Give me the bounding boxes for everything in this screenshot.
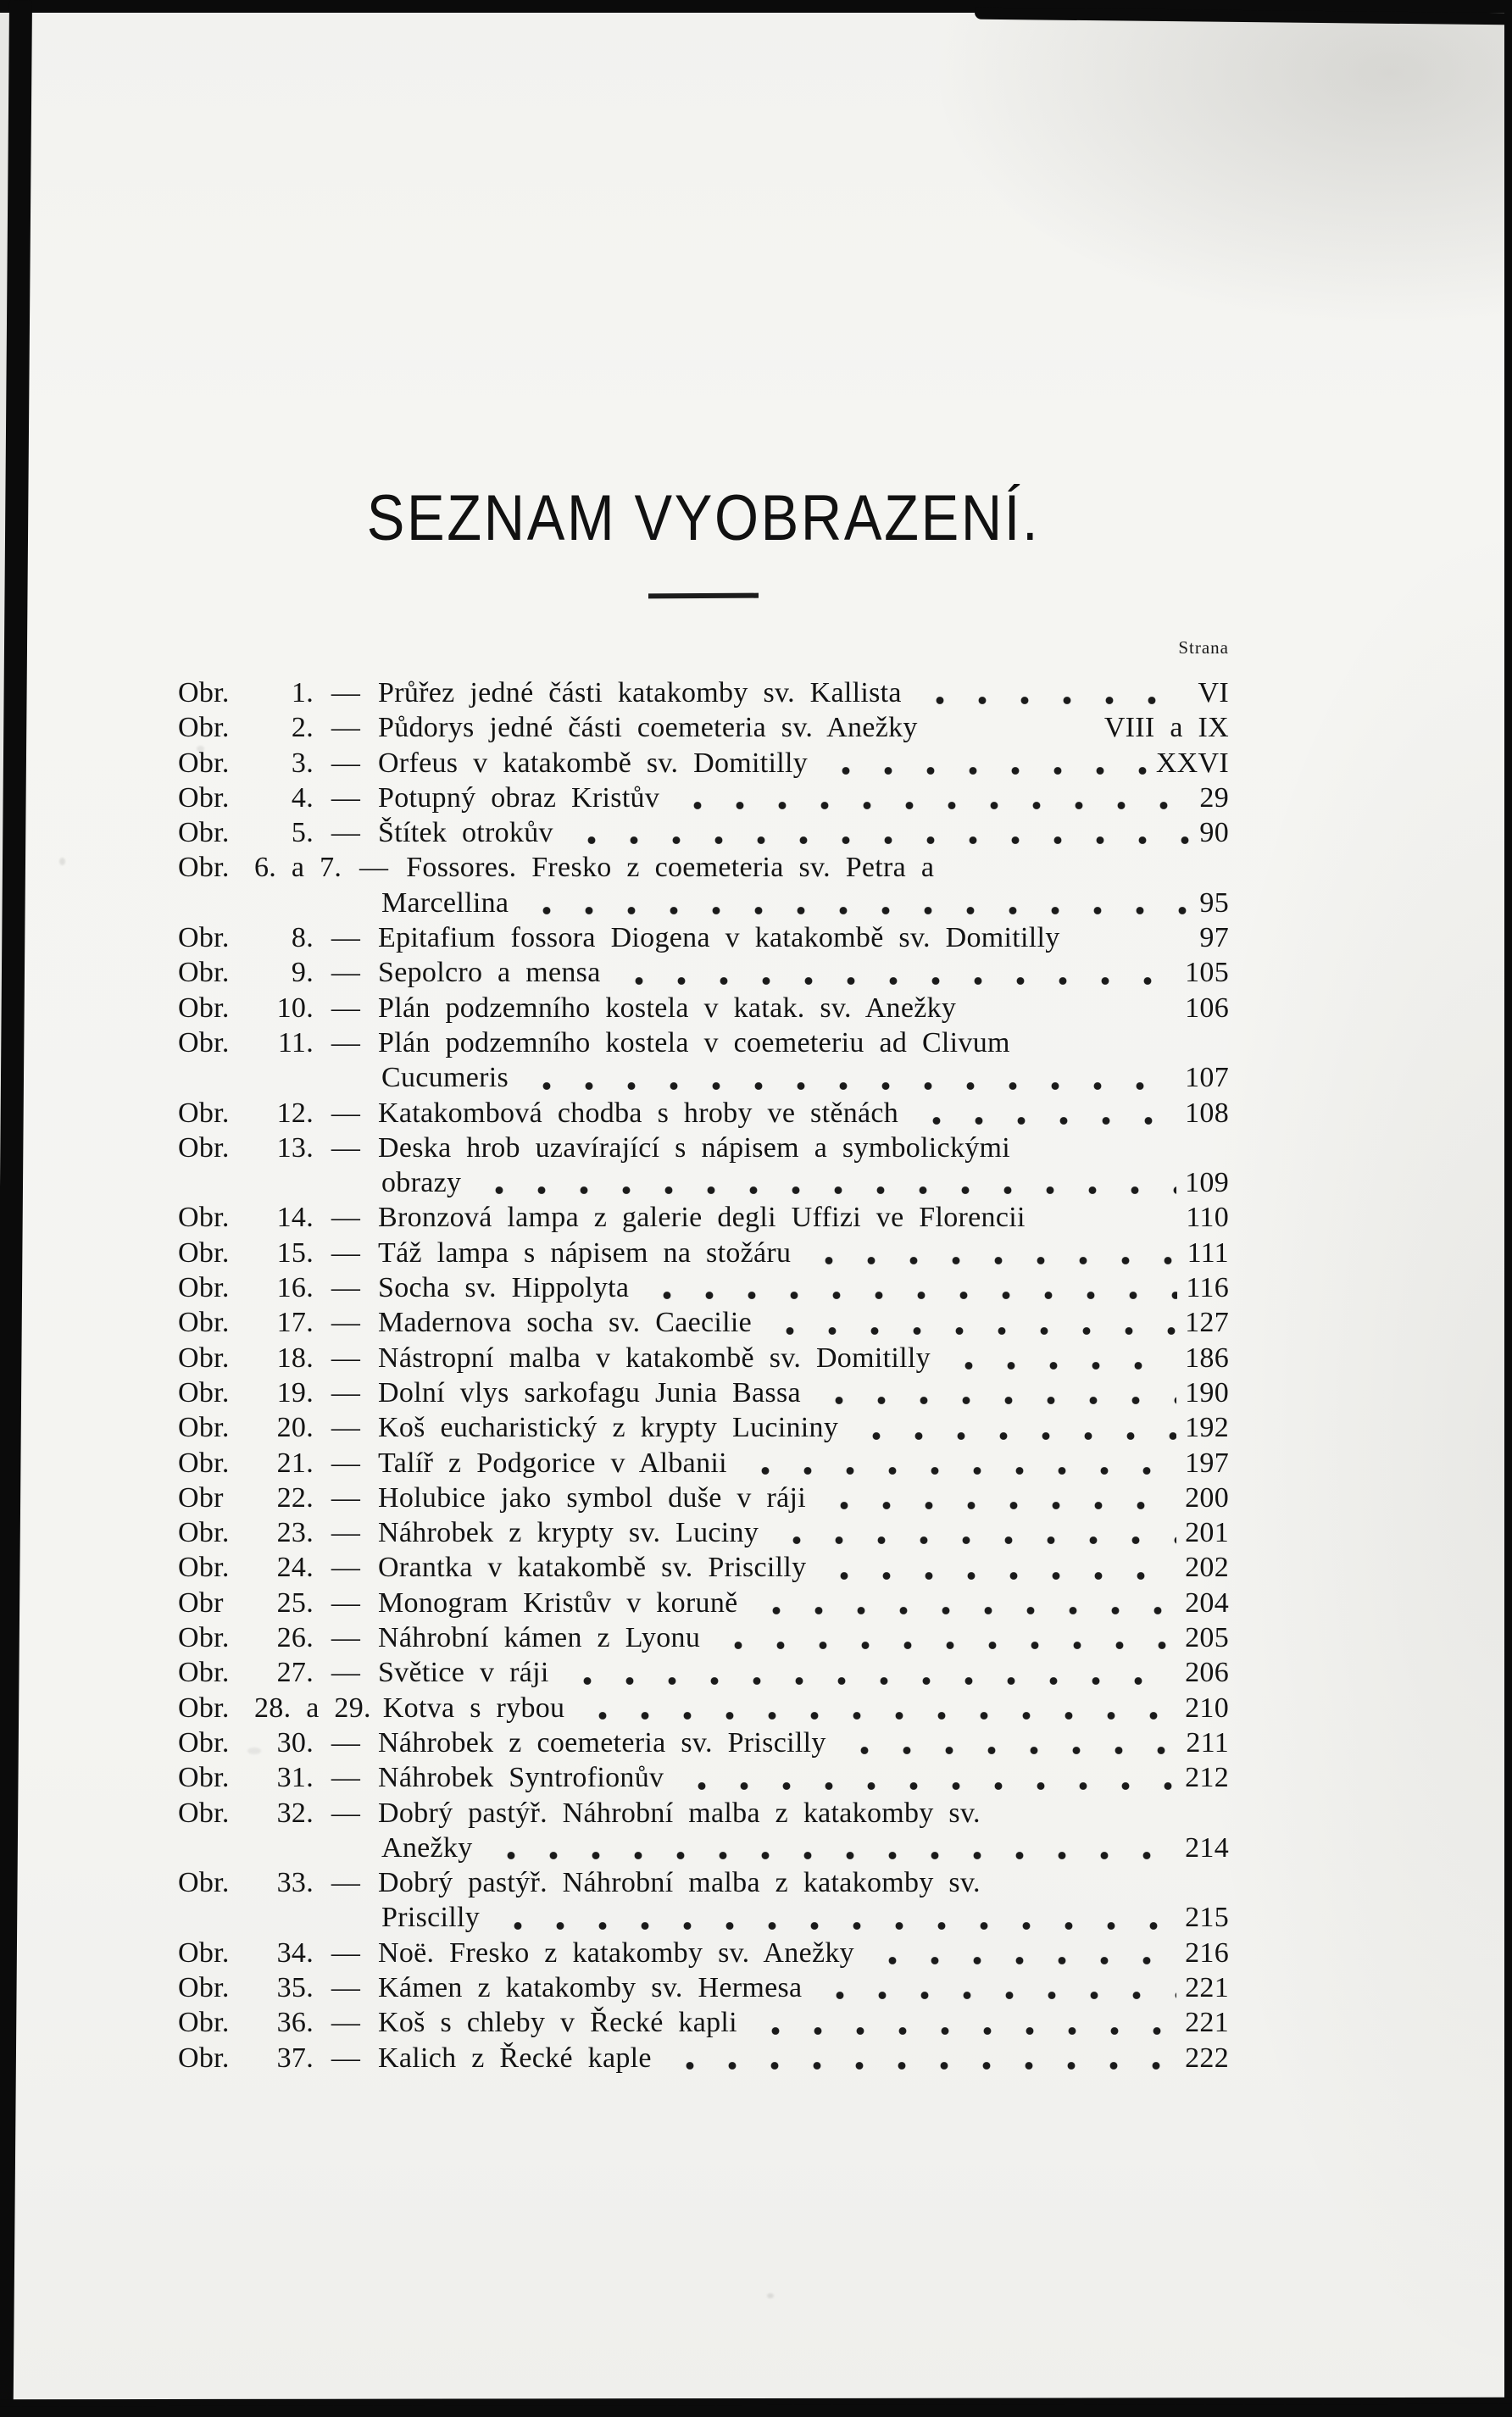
list-item: [178, 1691, 1229, 1725]
list-item-caption: Štítek otrokův: [378, 817, 553, 849]
list-item-number: 27.: [276, 1657, 314, 1689]
list-item: [178, 781, 1229, 815]
list-item: [178, 1446, 1229, 1481]
list-item: [178, 1725, 1229, 1760]
list-item-caption: Nástropní malba v katakombě sv. Domitilly: [378, 1342, 931, 1374]
list-item-number: 32.: [276, 1797, 314, 1829]
list-item-obr-label: Obr.: [178, 747, 230, 779]
list-item-obr-label: Obr.: [178, 2007, 230, 2039]
dot-leader: [818, 1481, 1176, 1515]
list-item-obr-label: Obr: [178, 1481, 224, 1514]
list-item-number: 36.: [276, 2007, 314, 2039]
list-item-number: 8.: [291, 922, 314, 954]
list-item-page-number: VIII a IX: [1103, 712, 1229, 744]
list-item-caption: Priscilly: [381, 1902, 481, 1934]
list-item: [178, 675, 1229, 710]
list-item-caption: Půdorys jedné části coemeteria sv. Anežky: [378, 712, 918, 744]
list-item-obr-label: Obr.: [178, 1552, 230, 1584]
list-item-dash: —: [331, 1412, 361, 1444]
list-item-obr-label: Obr.: [178, 992, 230, 1024]
list-item: [178, 1131, 1229, 1165]
list-item-number: 20.: [276, 1412, 314, 1444]
list-item-caption: Náhrobek z krypty sv. Luciny: [378, 1517, 759, 1549]
list-item-caption: Koš eucharistický z krypty Lucininy: [378, 1412, 839, 1444]
list-item-obr-label: Obr.: [178, 712, 230, 744]
dot-leader: [930, 710, 1096, 745]
list-item-page-number: 111: [1187, 1236, 1229, 1269]
list-item-page-number: 95: [1199, 886, 1229, 919]
list-item-dash: —: [331, 1552, 361, 1584]
list-item-obr-label: Obr.: [178, 852, 230, 884]
list-item-dash: —: [331, 1342, 361, 1374]
list-item-caption: Průřez jedné části katakomby sv. Kallista: [378, 677, 902, 708]
list-item-obr-label: Obr.: [178, 1202, 230, 1234]
list-item-number: 9.: [291, 957, 314, 989]
list-item-obr-label: Obr.: [178, 1692, 230, 1724]
list-item-caption: Potupný obraz Kristův: [378, 781, 660, 814]
list-item-dash: —: [331, 1726, 361, 1759]
list-item-caption: Katakombová chodba s hroby ve stěnách: [378, 1097, 899, 1129]
dot-leader: [814, 1970, 1176, 2005]
list-item-obr-label: Obr.: [178, 1867, 230, 1899]
dot-leader: [712, 1620, 1176, 1655]
list-item-page-number: 105: [1185, 957, 1229, 989]
list-item-obr-label: Obr.: [178, 781, 230, 814]
list-item-page-number: 90: [1199, 817, 1229, 849]
list-item-number: 35.: [276, 1971, 314, 2003]
list-item-caption: Bronzová lampa z galerie degli Uffizi ve Florencii: [378, 1202, 1026, 1234]
dot-leader: [675, 1760, 1176, 1795]
list-item-caption: Orantka v katakombě sv. Priscilly: [378, 1552, 807, 1584]
list-item-caption: Kámen z katakomby sv. Hermesa: [378, 1971, 803, 2003]
dot-leader: [576, 1691, 1176, 1725]
dot-leader: [671, 781, 1191, 815]
dot-leader: [561, 1655, 1177, 1690]
list-item-number: 23.: [276, 1517, 314, 1549]
list-item-caption: Kalich z Řecké kaple: [378, 2042, 652, 2074]
list-item-page-number: 211: [1186, 1726, 1229, 1759]
dot-leader: [749, 2005, 1176, 2040]
list-item-dash: —: [331, 1272, 361, 1304]
list-item-dash: —: [331, 1376, 361, 1409]
list-item-dash: —: [331, 1762, 361, 1794]
list-item-obr-label: Obr.: [178, 1272, 230, 1304]
list-item-obr-label: Obr.: [178, 1622, 230, 1654]
list-item-caption: Cucumeris: [381, 1062, 509, 1094]
list-item-number: 34.: [276, 1936, 314, 1969]
list-item-page-number: 29: [1199, 781, 1229, 814]
list-item-caption: Talíř z Podgorice v Albanii: [378, 1447, 727, 1479]
list-item-caption: Kotva s rybou: [382, 1692, 565, 1724]
list-item-obr-label: Obr.: [178, 1307, 230, 1339]
list-item-number: 22.: [276, 1481, 314, 1514]
list-item-dash: —: [331, 1481, 361, 1514]
list-item-dash: —: [331, 2007, 361, 2039]
list-item-number: 2.: [291, 712, 314, 744]
dot-leader: [565, 815, 1192, 850]
list-item: [178, 1410, 1229, 1445]
list-item-number: 17.: [276, 1307, 314, 1339]
list-item-dash: —: [331, 1202, 361, 1234]
list-item-caption: Táž lampa s nápisem na stožáru: [378, 1236, 792, 1269]
list-item: [178, 886, 1229, 920]
list-item-page-number: 210: [1185, 1692, 1229, 1724]
list-item-caption: Orfeus v katakombě sv. Domitilly: [378, 747, 809, 779]
list-item-obr-label: Obr.: [178, 1097, 230, 1129]
list-item: [178, 1620, 1229, 1655]
dot-leader: [946, 850, 1220, 885]
list-item-page-number: 110: [1186, 1202, 1229, 1234]
list-item-number: 14.: [276, 1202, 314, 1234]
list-item-obr-label: Obr.: [178, 2042, 230, 2074]
dot-leader: [820, 746, 1148, 781]
list-item: [178, 1655, 1229, 1690]
list-item-number: 4.: [291, 781, 314, 814]
list-item: [178, 2005, 1229, 2040]
dot-leader: [1022, 1131, 1220, 1165]
list-item: [178, 1200, 1229, 1235]
list-item-dash: —: [331, 1447, 361, 1479]
list-item-page-number: 197: [1185, 1447, 1229, 1479]
dot-leader: [1072, 920, 1192, 955]
list-item-page-number: 109: [1185, 1167, 1229, 1199]
list-item-dash: —: [331, 1971, 361, 2003]
dot-leader: [520, 886, 1191, 920]
list-item: [178, 1760, 1229, 1795]
list-item-obr-label: Obr.: [178, 1726, 230, 1759]
list-item-obr-label: Obr.: [178, 1797, 230, 1829]
list-item-dash: —: [331, 992, 361, 1024]
list-item-dash: —: [359, 852, 389, 884]
list-item-page-number: XXVI: [1155, 747, 1229, 779]
list-item-number: 21.: [276, 1447, 314, 1479]
list-item-number: 31.: [276, 1762, 314, 1794]
list-item-page-number: 202: [1185, 1552, 1229, 1584]
list-item-dash: —: [331, 1517, 361, 1549]
list-item-obr-label: Obr.: [178, 1936, 230, 1969]
list-item-caption: Deska hrob uzavírající s nápisem a symbolickými: [378, 1131, 1011, 1164]
list-item-dash: —: [331, 2042, 361, 2074]
list-item-caption: Epitafium fossora Diogena v katakombě sv. Domitilly: [378, 922, 1060, 954]
list-item: [178, 1375, 1229, 1410]
dot-leader: [770, 1515, 1176, 1550]
dot-leader: [739, 1446, 1176, 1481]
list-item: [178, 2041, 1229, 2075]
list-item-page-number: 97: [1199, 922, 1229, 954]
list-item-number: 18.: [276, 1342, 314, 1374]
dot-leader: [520, 1060, 1176, 1095]
list-item: [178, 710, 1229, 745]
list-item-page-number: 201: [1185, 1517, 1229, 1549]
list-item-number: 5.: [291, 817, 314, 849]
list-item-caption: Monogram Kristův v koruně: [378, 1586, 738, 1619]
list-item-page-number: 186: [1185, 1342, 1229, 1374]
list-item-number: 16.: [276, 1272, 314, 1304]
dot-leader: [914, 675, 1190, 710]
list-item-caption: Fossores. Fresko z coemeteria sv. Petra a: [406, 852, 935, 884]
list-item-page-number: 107: [1185, 1062, 1229, 1094]
list-item: [178, 1515, 1229, 1550]
list-item-number: 10.: [276, 992, 314, 1024]
dot-leader: [485, 1831, 1177, 1865]
list-item-page-number: 216: [1185, 1936, 1229, 1969]
list-item-caption: Plán podzemního kostela v katak. sv. Anežky: [378, 992, 957, 1024]
list-item-caption: Světice v ráji: [378, 1657, 549, 1689]
list-item-obr-label: Obr.: [178, 1131, 230, 1164]
dot-leader: [750, 1586, 1177, 1620]
list-item-caption: Dobrý pastýř. Náhrobní malba z katakomby sv.: [378, 1867, 981, 1899]
list-item-caption: Koš s chleby v Řecké kapli: [378, 2007, 737, 2039]
list-item: [178, 1796, 1229, 1831]
list-item-page-number: 106: [1185, 992, 1229, 1024]
list-item: [178, 1550, 1229, 1585]
list-item-obr-label: Obr.: [178, 1412, 230, 1444]
list-item-number: 1.: [291, 677, 314, 708]
list-item: [178, 1341, 1229, 1375]
list-item-caption: Dolní vlys sarkofagu Junia Bassa: [378, 1376, 801, 1409]
list-item-number: 11.: [277, 1026, 314, 1058]
list-item: [178, 1270, 1229, 1305]
title-divider-rule: [648, 593, 759, 599]
list-item-dash: —: [331, 957, 361, 989]
list-item: [178, 1481, 1229, 1515]
list-item-obr-label: Obr.: [178, 677, 230, 708]
list-item: [178, 1970, 1229, 2005]
list-item-page-number: 192: [1185, 1412, 1229, 1444]
list-item-caption: Náhrobek Syntrofionův: [378, 1762, 664, 1794]
dot-leader: [1037, 1200, 1178, 1235]
list-item-page-number: 204: [1185, 1586, 1229, 1619]
list-item-caption: Náhrobek z coemeteria sv. Priscilly: [378, 1726, 826, 1759]
list-item-page-number: 205: [1185, 1622, 1229, 1654]
list-item: [178, 746, 1229, 781]
list-item-page-number: 127: [1185, 1307, 1229, 1339]
dot-leader: [803, 1236, 1178, 1270]
list-item: [178, 850, 1229, 885]
list-item-dash: —: [331, 747, 361, 779]
list-item-dash: —: [331, 1936, 361, 1969]
list-item-obr-label: Obr.: [178, 1657, 230, 1689]
list-item: [178, 920, 1229, 955]
list-item-obr-label: Obr.: [178, 1236, 230, 1269]
list-item-page-number: 206: [1185, 1657, 1229, 1689]
list-item-obr-label: Obr.: [178, 1517, 230, 1549]
list-item-number: 30.: [276, 1726, 314, 1759]
dot-leader: [838, 1725, 1178, 1760]
dot-leader: [992, 1796, 1220, 1831]
list-item-caption: Anežky: [381, 1831, 473, 1864]
list-item-obr-label: Obr: [178, 1586, 224, 1619]
list-item: [178, 1025, 1229, 1060]
list-item-number: 3.: [291, 747, 314, 779]
page-title: SEZNAM VYOBRAZENÍ.: [366, 482, 1041, 554]
list-item-obr-label: Obr.: [178, 1762, 230, 1794]
list-item-number: 25.: [276, 1586, 314, 1619]
list-item-number: 6. a 7.: [254, 852, 342, 884]
list-item: [178, 1831, 1229, 1865]
list-item-number: 33.: [276, 1867, 314, 1899]
list-item-page-number: 214: [1185, 1831, 1229, 1864]
list-item-caption: obrazy: [381, 1167, 462, 1199]
list-item-dash: —: [331, 1867, 361, 1899]
list-item-obr-label: Obr.: [178, 1376, 230, 1409]
dot-leader: [968, 991, 1176, 1025]
scan-speck: [59, 858, 65, 865]
dot-leader: [866, 1936, 1176, 1970]
dot-leader: [850, 1410, 1176, 1445]
list-item-obr-label: Obr.: [178, 957, 230, 989]
list-item-dash: —: [331, 1622, 361, 1654]
list-item-page-number: 190: [1185, 1376, 1229, 1409]
list-item: [178, 815, 1229, 850]
dot-leader: [910, 1096, 1176, 1131]
list-item-page-number: 212: [1185, 1762, 1229, 1794]
list-item-caption: Dobrý pastýř. Náhrobní malba z katakomby sv.: [378, 1797, 981, 1829]
list-item: [178, 1865, 1229, 1900]
dot-leader: [641, 1270, 1177, 1305]
list-item-number: 28. a 29.: [254, 1692, 371, 1724]
list-item-caption: Sepolcro a mensa: [378, 957, 601, 989]
list-item-dash: —: [331, 712, 361, 744]
dot-leader: [992, 1865, 1220, 1900]
list-item-dash: —: [331, 1236, 361, 1269]
list-item-number: 24.: [276, 1552, 314, 1584]
list-item-page-number: 221: [1185, 1971, 1229, 2003]
list-item-obr-label: Obr.: [178, 1342, 230, 1374]
dot-leader: [1022, 1025, 1220, 1060]
list-item-caption: Socha sv. Hippolyta: [378, 1272, 630, 1304]
dot-leader: [473, 1165, 1176, 1200]
list-item-page-number: 221: [1185, 2007, 1229, 2039]
list-item-number: 15.: [276, 1236, 314, 1269]
list-item-number: 19.: [276, 1376, 314, 1409]
list-item-dash: —: [331, 1797, 361, 1829]
list-item-obr-label: Obr.: [178, 922, 230, 954]
list-item: [178, 955, 1229, 990]
list-item-caption: Madernova socha sv. Caecilie: [378, 1307, 753, 1339]
list-item-number: 26.: [276, 1622, 314, 1654]
list-item-dash: —: [331, 1586, 361, 1619]
scan-speck: [767, 2293, 774, 2298]
list-item: [178, 1096, 1229, 1131]
list-item: [178, 1060, 1229, 1095]
scan-border-right: [1504, 0, 1512, 2417]
list-item-dash: —: [331, 922, 361, 954]
list-item-obr-label: Obr.: [178, 1447, 230, 1479]
dot-leader: [764, 1305, 1176, 1340]
list-item-obr-label: Obr.: [178, 1971, 230, 2003]
list-item-caption: Náhrobní kámen z Lyonu: [378, 1622, 701, 1654]
list-item-dash: —: [331, 1657, 361, 1689]
list-item-caption: Noë. Fresko z katakomby sv. Anežky: [378, 1936, 854, 1969]
list-item-dash: —: [331, 1307, 361, 1339]
list-item-dash: —: [331, 1131, 361, 1164]
list-item-dash: —: [331, 781, 361, 814]
dot-leader: [664, 2041, 1176, 2075]
list-item-obr-label: Obr.: [178, 1026, 230, 1058]
list-item: [178, 1936, 1229, 1970]
list-item-number: 12.: [276, 1097, 314, 1129]
list-item-dash: —: [331, 1026, 361, 1058]
dot-leader: [942, 1341, 1176, 1375]
list-item-number: 37.: [276, 2042, 314, 2074]
list-item-dash: —: [331, 1097, 361, 1129]
list-item-page-number: 215: [1185, 1902, 1229, 1934]
list-item-caption: Holubice jako symbol duše v ráji: [378, 1481, 807, 1514]
list-item-obr-label: Obr.: [178, 817, 230, 849]
page-column-header: Strana: [1178, 637, 1229, 658]
dot-leader: [613, 955, 1176, 990]
dot-leader: [818, 1550, 1176, 1585]
list-item: [178, 1236, 1229, 1270]
list-item: [178, 1586, 1229, 1620]
list-item-page-number: 116: [1186, 1272, 1229, 1304]
dot-leader: [492, 1900, 1176, 1935]
illustrations-list: [178, 675, 1229, 2075]
list-item-number: 13.: [276, 1131, 314, 1164]
list-item: [178, 1900, 1229, 1935]
dot-leader: [813, 1375, 1176, 1410]
list-item-page-number: 222: [1185, 2042, 1229, 2074]
list-item-caption: Plán podzemního kostela v coemeteriu ad Clivum: [378, 1026, 1010, 1058]
list-item: [178, 1165, 1229, 1200]
list-item-page-number: 108: [1185, 1097, 1229, 1129]
list-item: [178, 991, 1229, 1025]
list-item-dash: —: [331, 677, 361, 708]
list-item-page-number: VI: [1198, 677, 1229, 708]
list-item-page-number: 200: [1185, 1481, 1229, 1514]
list-item: [178, 1305, 1229, 1340]
list-item-dash: —: [331, 817, 361, 849]
list-item-caption: Marcellina: [381, 886, 509, 919]
